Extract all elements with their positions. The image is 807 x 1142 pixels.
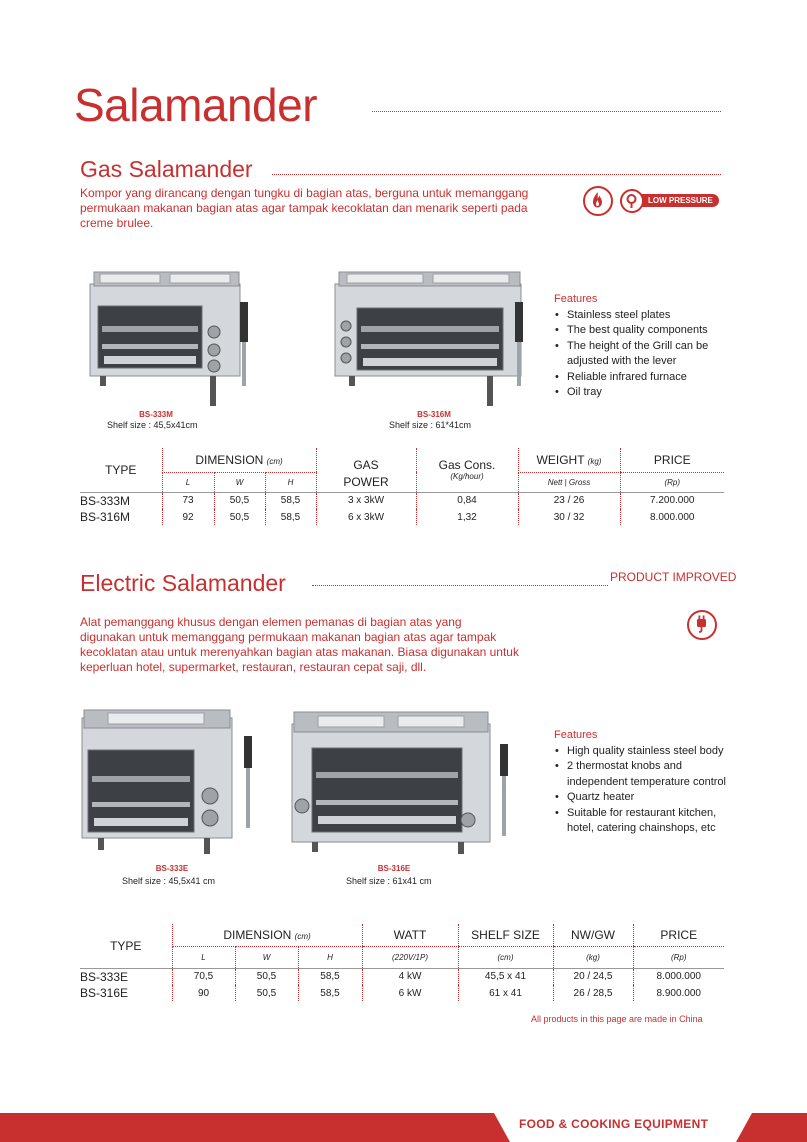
gas-feature-item: • Oil tray <box>554 385 729 401</box>
made-in-note: All products in this page are made in China <box>531 1014 703 1024</box>
electric-features-title: Features <box>554 729 598 741</box>
gas-th-h: H <box>265 472 316 492</box>
electric-description: Alat pemanggang khusus dengan elemen pemanas di bagian atas yang digunakan untuk memanggang permukaan makanan bagian atas agar tampak kecoklatan atau untuk merenyahkan bagian atas makanan. Biasa digunakan untuk keperluan hotel, supermarket, restauran, restauran cepat saji, dll. <box>80 615 519 674</box>
fire-icon <box>583 186 613 216</box>
gas-feature-item: • The best quality components <box>554 323 729 339</box>
electric-th-nwgw: NW/GW <box>553 924 633 946</box>
bs-333e-label: BS-333E <box>155 864 189 873</box>
electric-title-divider <box>312 585 608 586</box>
bs-333m-shelf: Shelf size : 45,5x41cm <box>107 420 198 430</box>
electric-th-shelf-unit: (cm) <box>458 946 553 968</box>
gas-spec-table <box>80 448 724 525</box>
gas-th-weight-sub: Nett | Gross <box>518 472 620 492</box>
table-row: BS-333M 73 50,5 58,5 3 x 3kW 0,84 23 / 26 7.200.000 <box>80 492 724 509</box>
table-row: BS-333E 70,5 50,5 58,5 4 kW 45,5 x 41 20 / 24,5 8.000.000 <box>80 968 724 985</box>
table-row: BS-316M 92 50,5 58,5 6 x 3kW 1,32 30 / 32 8.000.000 <box>80 509 724 525</box>
footer-label: FOOD & COOKING EQUIPMENT <box>519 1117 709 1131</box>
gas-th-w: W <box>214 472 265 492</box>
gas-th-type: TYPE <box>105 462 137 477</box>
bs-316e-shelf: Shelf size : 61x41 cm <box>346 876 432 886</box>
electric-spec-table <box>80 924 724 1001</box>
gas-th-weight: WEIGHT (kg) <box>518 448 620 472</box>
bs-333e-image <box>78 706 260 862</box>
electric-th-nwgw-unit: (kg) <box>553 946 633 968</box>
gas-th-gas: GAS <box>316 448 416 472</box>
bs-316e-image <box>288 708 520 860</box>
gas-th-l: L <box>162 472 214 492</box>
gas-th-dimension: DIMENSION (cm) <box>162 448 316 472</box>
bs-333m-image <box>88 268 252 408</box>
gas-section-title: Gas Salamander <box>80 156 253 182</box>
electric-th-h: H <box>298 946 362 968</box>
electric-th-type: TYPE <box>110 938 142 953</box>
electric-th-shelf: SHELF SIZE <box>458 924 553 946</box>
electric-feature-item: • High quality stainless steel body <box>554 744 734 760</box>
low-pressure-badge: LOW PRESSURE <box>636 194 719 207</box>
table-row: BS-316E 90 50,5 58,5 6 kW 61 x 41 26 / 28,5 8.900.000 <box>80 985 724 1001</box>
electric-feature-item: • Suitable for restaurant kitchen, hotel, catering chainshops, etc <box>554 806 734 837</box>
bs-333m-label: BS-333M <box>139 410 173 419</box>
bs-316m-image <box>333 268 533 408</box>
gas-th-gascons: Gas Cons. (Kg/hour) <box>416 448 518 492</box>
electric-features <box>554 728 734 837</box>
gas-title-divider <box>272 174 721 175</box>
title-divider <box>372 111 721 112</box>
gas-th-power: POWER <box>316 472 416 492</box>
page-title: Salamander <box>74 79 318 131</box>
gas-feature-item: • The height of the Grill can be adjusted with the lever <box>554 339 729 370</box>
gas-description: Kompor yang dirancang dengan tungku di bagian atas, berguna untuk memanggang permukaan makanan bagian atas agar tampak kecoklatan dan menarik seperti pada creme brulee. <box>80 186 529 230</box>
electric-feature-item: • Quartz heater <box>554 790 734 806</box>
electric-th-watt: WATT <box>362 924 458 946</box>
electric-th-dimension: DIMENSION (cm) <box>172 924 362 946</box>
gas-th-price: PRICE <box>620 448 724 472</box>
electric-feature-item: • 2 thermostat knobs and independent temperature control <box>554 759 734 790</box>
bs-316e-label: BS-316E <box>377 864 411 873</box>
gas-th-price-unit: (Rp) <box>620 472 724 492</box>
gas-feature-item: • Reliable infrared furnace <box>554 370 729 386</box>
bs-316m-label: BS-316M <box>417 410 451 419</box>
bs-316m-shelf: Shelf size : 61*41cm <box>389 420 472 430</box>
electric-th-w: W <box>235 946 298 968</box>
electric-plug-icon <box>687 610 717 640</box>
electric-th-l: L <box>172 946 235 968</box>
gas-features-title: Features <box>554 293 598 305</box>
electric-th-watt-unit: (220V/1P) <box>362 946 458 968</box>
bs-333e-shelf: Shelf size : 45,5x41 cm <box>122 876 216 886</box>
gas-features <box>554 292 729 401</box>
electric-th-price: PRICE <box>633 924 724 946</box>
gas-feature-item: • Stainless steel plates <box>554 308 729 324</box>
electric-section-title: Electric Salamander <box>80 570 286 596</box>
gas-regulator-icon <box>620 189 644 213</box>
electric-th-price-unit: (Rp) <box>633 946 724 968</box>
product-improved-label: PRODUCT IMPROVED <box>610 570 737 584</box>
